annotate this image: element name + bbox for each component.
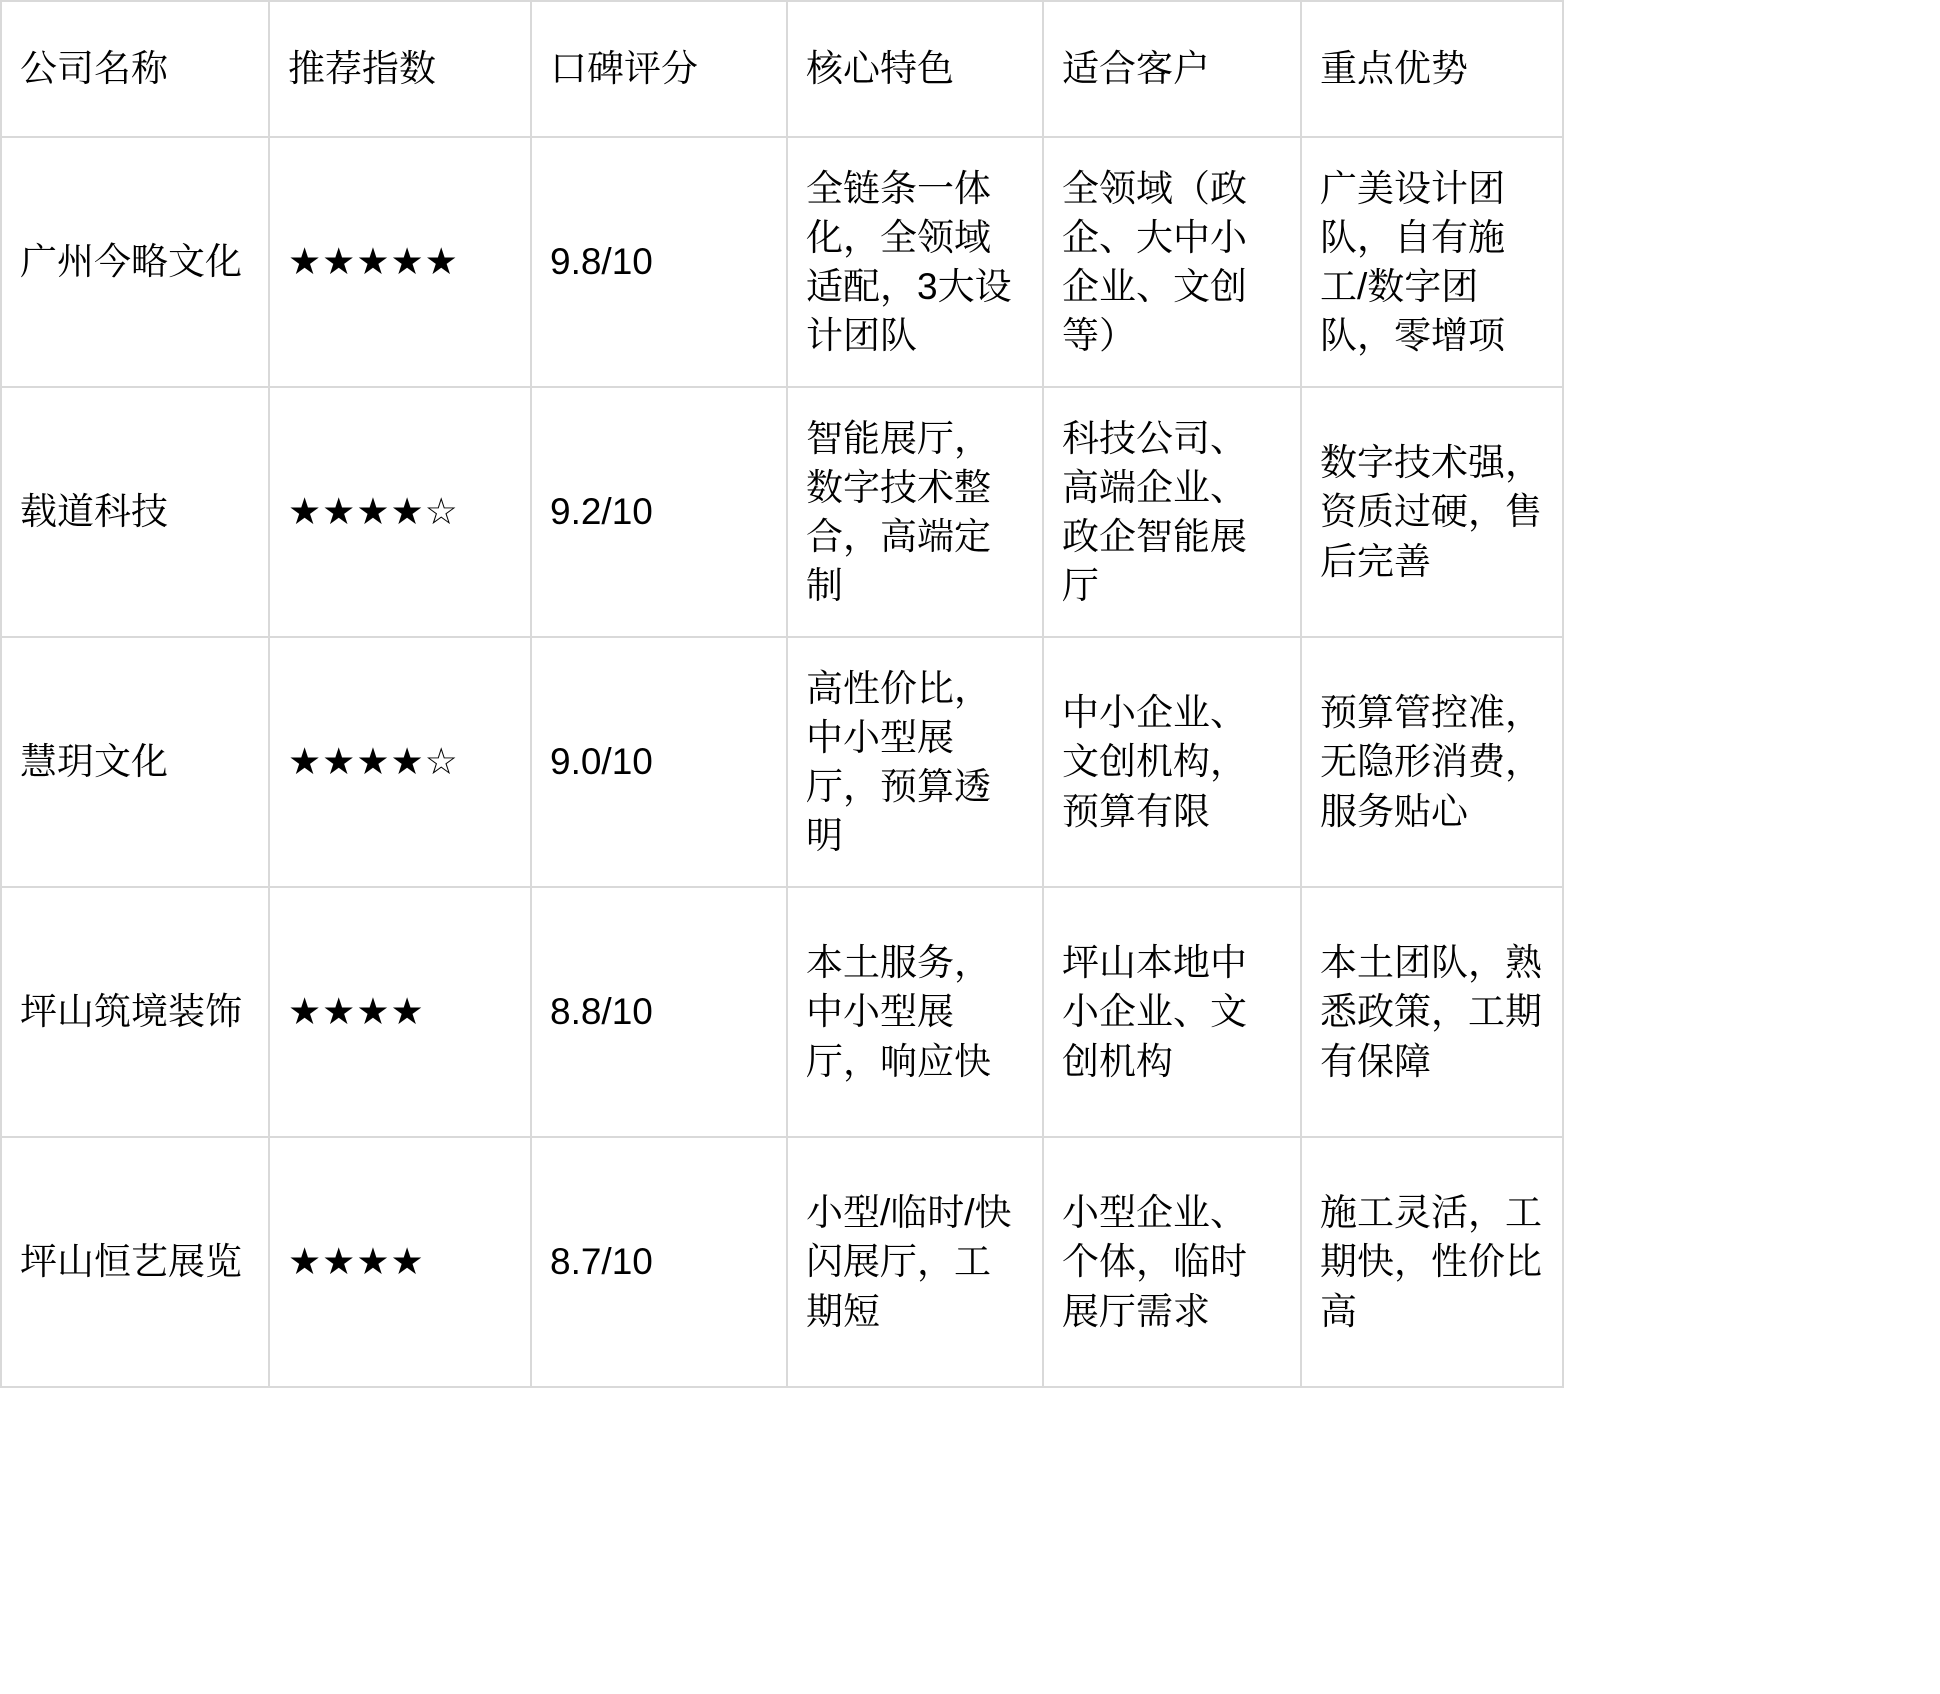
cell-client: 科技公司、高端企业、政企智能展厅 (1043, 387, 1301, 637)
cell-advantage: 广美设计团队，自有施工/数字团队，零增项 (1301, 137, 1563, 387)
cell-score: 8.7/10 (531, 1137, 787, 1387)
cell-score: 9.8/10 (531, 137, 787, 387)
column-header-feature: 核心特色 (787, 1, 1043, 137)
cell-feature: 智能展厅，数字技术整合，高端定制 (787, 387, 1043, 637)
cell-feature: 全链条一体化，全领域适配，3大设计团队 (787, 137, 1043, 387)
cell-client: 坪山本地中小企业、文创机构 (1043, 887, 1301, 1137)
table-header-row (1, 1, 1563, 137)
cell-client: 中小企业、文创机构，预算有限 (1043, 637, 1301, 887)
table-row (1, 137, 1563, 387)
table-row (1, 887, 1563, 1137)
column-header-advantage: 重点优势 (1301, 1, 1563, 137)
cell-rating-stars: ★★★★ (269, 1137, 531, 1387)
cell-feature: 本土服务，中小型展厅，响应快 (787, 887, 1043, 1137)
cell-feature: 高性价比，中小型展厅，预算透明 (787, 637, 1043, 887)
cell-client: 小型企业、个体，临时展厅需求 (1043, 1137, 1301, 1387)
cell-company: 坪山筑境装饰 (1, 887, 269, 1137)
cell-company: 载道科技 (1, 387, 269, 637)
column-header-rating: 推荐指数 (269, 1, 531, 137)
cell-score: 9.2/10 (531, 387, 787, 637)
cell-rating-stars: ★★★★ (269, 887, 531, 1137)
cell-advantage: 数字技术强，资质过硬，售后完善 (1301, 387, 1563, 637)
cell-rating-stars: ★★★★☆ (269, 637, 531, 887)
table-row (1, 1137, 1563, 1387)
cell-advantage: 本土团队，熟悉政策，工期有保障 (1301, 887, 1563, 1137)
column-header-company: 公司名称 (1, 1, 269, 137)
column-header-score: 口碑评分 (531, 1, 787, 137)
cell-score: 8.8/10 (531, 887, 787, 1137)
cell-company: 广州今略文化 (1, 137, 269, 387)
column-header-client: 适合客户 (1043, 1, 1301, 137)
cell-score: 9.0/10 (531, 637, 787, 887)
table-header (1, 1, 1563, 137)
table-row (1, 387, 1563, 637)
cell-advantage: 预算管控准，无隐形消费，服务贴心 (1301, 637, 1563, 887)
cell-company: 坪山恒艺展览 (1, 1137, 269, 1387)
cell-company: 慧玥文化 (1, 637, 269, 887)
table-body (1, 137, 1563, 1387)
cell-rating-stars: ★★★★☆ (269, 387, 531, 637)
cell-client: 全领域（政企、大中小企业、文创等） (1043, 137, 1301, 387)
cell-rating-stars: ★★★★★ (269, 137, 531, 387)
table-row (1, 637, 1563, 887)
cell-feature: 小型/临时/快闪展厅，工期短 (787, 1137, 1043, 1387)
cell-advantage: 施工灵活，工期快，性价比高 (1301, 1137, 1563, 1387)
